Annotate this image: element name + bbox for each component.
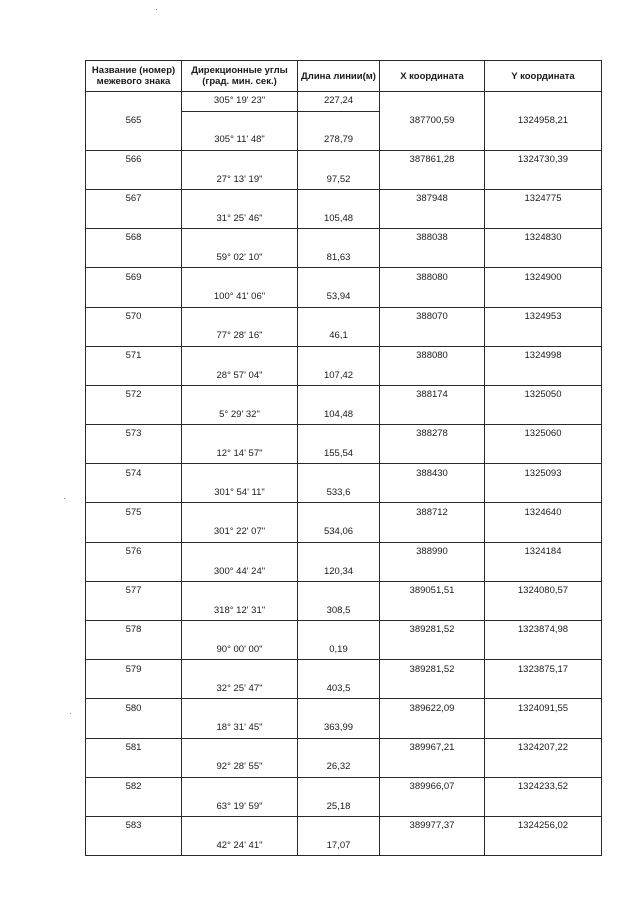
- empty-cell: [182, 150, 298, 170]
- empty-cell: [86, 405, 182, 425]
- empty-cell: [380, 523, 485, 543]
- header-line-length: Длина линии(м): [298, 61, 380, 92]
- empty-cell: [182, 621, 298, 641]
- y-coordinate-cell: 1323875,17: [485, 660, 602, 680]
- empty-cell: [380, 366, 485, 386]
- empty-cell: [298, 189, 380, 209]
- empty-cell: [298, 738, 380, 758]
- empty-cell: [380, 170, 485, 190]
- line-length-cell: 363,99: [298, 719, 380, 739]
- empty-cell: [298, 816, 380, 836]
- mark-name-cell: 574: [86, 464, 182, 484]
- segment-row: [86, 405, 602, 425]
- y-coordinate-cell: 1324775: [485, 189, 602, 209]
- empty-cell: [182, 268, 298, 288]
- x-coordinate-cell: 388174: [380, 385, 485, 405]
- line-length-cell: 26,32: [298, 758, 380, 778]
- x-coordinate-cell: 388278: [380, 425, 485, 445]
- x-coordinate-cell: 388990: [380, 542, 485, 562]
- x-coordinate-cell: 388430: [380, 464, 485, 484]
- empty-cell: [86, 601, 182, 621]
- empty-cell: [86, 366, 182, 386]
- line-length-cell: 105,48: [298, 209, 380, 229]
- direction-angle-cell: 42° 24' 41": [182, 836, 298, 856]
- empty-cell: [182, 111, 298, 131]
- empty-cell: [298, 111, 380, 131]
- line-length-cell: 227,24: [298, 92, 380, 112]
- direction-angle-cell: 318° 12' 31": [182, 601, 298, 621]
- line-length-cell: 17,07: [298, 836, 380, 856]
- empty-cell: [298, 581, 380, 601]
- header-mark-name: Название (номер) межевого знака: [86, 61, 182, 92]
- segment-row: [86, 836, 602, 856]
- empty-cell: [298, 229, 380, 249]
- segment-row: [86, 287, 602, 307]
- empty-cell: [485, 483, 602, 503]
- empty-cell: [86, 679, 182, 699]
- mark-row: [86, 385, 602, 405]
- empty-cell: [485, 444, 602, 464]
- line-length-cell: 97,52: [298, 170, 380, 190]
- empty-cell: [298, 542, 380, 562]
- empty-cell: [86, 287, 182, 307]
- empty-cell: [298, 699, 380, 719]
- empty-cell: [86, 483, 182, 503]
- empty-cell: [298, 346, 380, 366]
- empty-cell: [485, 836, 602, 856]
- mark-row: [86, 111, 602, 131]
- empty-cell: [485, 327, 602, 347]
- direction-angle-cell: 31° 25' 46": [182, 209, 298, 229]
- boundary-coordinates-table: [85, 60, 602, 856]
- table-header-row: [86, 61, 602, 92]
- x-coordinate-cell: 388038: [380, 229, 485, 249]
- empty-cell: [485, 562, 602, 582]
- x-coordinate-cell: 387948: [380, 189, 485, 209]
- empty-cell: [380, 327, 485, 347]
- empty-cell: [86, 562, 182, 582]
- y-coordinate-cell: 1324207,22: [485, 738, 602, 758]
- mark-row: [86, 699, 602, 719]
- x-coordinate-cell: 388712: [380, 503, 485, 523]
- y-coordinate-cell: 1325093: [485, 464, 602, 484]
- mark-row: [86, 464, 602, 484]
- direction-angle-cell: 77° 28' 16": [182, 327, 298, 347]
- segment-row: [86, 679, 602, 699]
- direction-angle-cell: 5° 29' 32": [182, 405, 298, 425]
- mark-name-cell: 569: [86, 268, 182, 288]
- empty-cell: [380, 836, 485, 856]
- empty-cell: [182, 229, 298, 249]
- x-coordinate-cell: 389281,52: [380, 660, 485, 680]
- empty-cell: [182, 816, 298, 836]
- empty-cell: [380, 483, 485, 503]
- empty-cell: [298, 425, 380, 445]
- mark-row: [86, 425, 602, 445]
- line-length-cell: 107,42: [298, 366, 380, 386]
- y-coordinate-cell: 1323874,98: [485, 621, 602, 641]
- empty-cell: [182, 581, 298, 601]
- x-coordinate-cell: 389967,21: [380, 738, 485, 758]
- direction-angle-cell: 32° 25' 47": [182, 679, 298, 699]
- empty-cell: [485, 797, 602, 817]
- mark-name-cell: 565: [86, 111, 182, 131]
- line-length-cell: 155,54: [298, 444, 380, 464]
- empty-cell: [485, 92, 602, 112]
- empty-cell: [182, 385, 298, 405]
- line-length-cell: 403,5: [298, 679, 380, 699]
- empty-cell: [298, 660, 380, 680]
- empty-cell: [380, 797, 485, 817]
- mark-name-cell: 576: [86, 542, 182, 562]
- empty-cell: [380, 248, 485, 268]
- mark-name-cell: 582: [86, 777, 182, 797]
- line-length-cell: 81,63: [298, 248, 380, 268]
- y-coordinate-cell: 1324184: [485, 542, 602, 562]
- header-y-coordinate: Y координата: [485, 61, 602, 92]
- empty-cell: [298, 268, 380, 288]
- empty-cell: [182, 425, 298, 445]
- empty-cell: [485, 640, 602, 660]
- mark-row: [86, 150, 602, 170]
- empty-cell: [380, 287, 485, 307]
- empty-cell: [485, 523, 602, 543]
- segment-row: [86, 758, 602, 778]
- direction-angle-cell: 18° 31' 45": [182, 719, 298, 739]
- direction-angle-cell: 305° 19' 23": [182, 92, 298, 112]
- mark-name-cell: 578: [86, 621, 182, 641]
- x-coordinate-cell: 387700,59: [380, 111, 485, 131]
- mark-row: [86, 816, 602, 836]
- empty-cell: [485, 366, 602, 386]
- mark-row: [86, 503, 602, 523]
- empty-cell: [485, 287, 602, 307]
- mark-name-cell: 571: [86, 346, 182, 366]
- scan-speck: [156, 9, 157, 10]
- y-coordinate-cell: 1324830: [485, 229, 602, 249]
- y-coordinate-cell: 1324640: [485, 503, 602, 523]
- empty-cell: [86, 131, 182, 151]
- x-coordinate-cell: 389051,51: [380, 581, 485, 601]
- scan-speck: [70, 713, 71, 714]
- y-coordinate-cell: 1324233,52: [485, 777, 602, 797]
- mark-row: [86, 738, 602, 758]
- empty-cell: [380, 640, 485, 660]
- empty-cell: [380, 719, 485, 739]
- segment-row: [86, 444, 602, 464]
- empty-cell: [86, 92, 182, 112]
- mark-name-cell: 567: [86, 189, 182, 209]
- segment-row: [86, 797, 602, 817]
- empty-cell: [485, 758, 602, 778]
- direction-angle-cell: 63° 19' 59": [182, 797, 298, 817]
- header-direction-angle: Дирекционные углы (град. мин. сек.): [182, 61, 298, 92]
- y-coordinate-cell: 1324256,02: [485, 816, 602, 836]
- empty-cell: [485, 601, 602, 621]
- empty-cell: [298, 464, 380, 484]
- direction-angle-cell: 100° 41' 06": [182, 287, 298, 307]
- mark-row: [86, 268, 602, 288]
- direction-angle-cell: 90° 00' 00": [182, 640, 298, 660]
- line-length-cell: 53,94: [298, 287, 380, 307]
- segment-row: [86, 366, 602, 386]
- segment-row: [86, 131, 602, 151]
- direction-angle-cell: 300° 44' 24": [182, 562, 298, 582]
- mark-row: [86, 346, 602, 366]
- empty-cell: [182, 503, 298, 523]
- empty-cell: [485, 679, 602, 699]
- line-length-cell: 120,34: [298, 562, 380, 582]
- empty-cell: [182, 189, 298, 209]
- empty-cell: [182, 699, 298, 719]
- direction-angle-cell: 301° 22' 07": [182, 523, 298, 543]
- segment-row: [86, 248, 602, 268]
- empty-cell: [86, 444, 182, 464]
- mark-name-cell: 580: [86, 699, 182, 719]
- segment-row: [86, 92, 602, 112]
- empty-cell: [182, 346, 298, 366]
- mark-row: [86, 307, 602, 327]
- x-coordinate-cell: 388080: [380, 268, 485, 288]
- mark-row: [86, 777, 602, 797]
- y-coordinate-cell: 1324091,55: [485, 699, 602, 719]
- empty-cell: [182, 738, 298, 758]
- empty-cell: [182, 660, 298, 680]
- empty-cell: [485, 209, 602, 229]
- empty-cell: [298, 503, 380, 523]
- empty-cell: [86, 836, 182, 856]
- empty-cell: [380, 444, 485, 464]
- mark-name-cell: 577: [86, 581, 182, 601]
- y-coordinate-cell: 1324958,21: [485, 111, 602, 131]
- empty-cell: [86, 327, 182, 347]
- mark-name-cell: 573: [86, 425, 182, 445]
- y-coordinate-cell: 1324080,57: [485, 581, 602, 601]
- line-length-cell: 0,19: [298, 640, 380, 660]
- direction-angle-cell: 12° 14' 57": [182, 444, 298, 464]
- mark-row: [86, 621, 602, 641]
- y-coordinate-cell: 1324953: [485, 307, 602, 327]
- x-coordinate-cell: 387861,28: [380, 150, 485, 170]
- y-coordinate-cell: 1324900: [485, 268, 602, 288]
- x-coordinate-cell: 389622,09: [380, 699, 485, 719]
- segment-row: [86, 601, 602, 621]
- x-coordinate-cell: 388070: [380, 307, 485, 327]
- line-length-cell: 308,5: [298, 601, 380, 621]
- direction-angle-cell: 27° 13' 19": [182, 170, 298, 190]
- empty-cell: [485, 248, 602, 268]
- empty-cell: [485, 131, 602, 151]
- empty-cell: [298, 621, 380, 641]
- x-coordinate-cell: 389966,07: [380, 777, 485, 797]
- y-coordinate-cell: 1325050: [485, 385, 602, 405]
- empty-cell: [485, 170, 602, 190]
- empty-cell: [298, 150, 380, 170]
- empty-cell: [298, 385, 380, 405]
- mark-name-cell: 583: [86, 816, 182, 836]
- mark-row: [86, 581, 602, 601]
- mark-row: [86, 229, 602, 249]
- empty-cell: [182, 777, 298, 797]
- direction-angle-cell: 59° 02' 10": [182, 248, 298, 268]
- mark-row: [86, 660, 602, 680]
- mark-name-cell: 581: [86, 738, 182, 758]
- segment-row: [86, 523, 602, 543]
- empty-cell: [380, 758, 485, 778]
- empty-cell: [298, 777, 380, 797]
- mark-name-cell: 575: [86, 503, 182, 523]
- empty-cell: [86, 797, 182, 817]
- mark-row: [86, 189, 602, 209]
- empty-cell: [182, 307, 298, 327]
- direction-angle-cell: 301° 54' 11": [182, 483, 298, 503]
- mark-name-cell: 568: [86, 229, 182, 249]
- segment-row: [86, 170, 602, 190]
- y-coordinate-cell: 1324998: [485, 346, 602, 366]
- direction-angle-cell: 92° 28' 55": [182, 758, 298, 778]
- segment-row: [86, 719, 602, 739]
- line-length-cell: 533,6: [298, 483, 380, 503]
- empty-cell: [86, 640, 182, 660]
- empty-cell: [380, 131, 485, 151]
- mark-name-cell: 570: [86, 307, 182, 327]
- empty-cell: [182, 464, 298, 484]
- empty-cell: [86, 523, 182, 543]
- empty-cell: [380, 601, 485, 621]
- header-x-coordinate: X координата: [380, 61, 485, 92]
- empty-cell: [380, 92, 485, 112]
- mark-name-cell: 572: [86, 385, 182, 405]
- empty-cell: [380, 209, 485, 229]
- segment-row: [86, 640, 602, 660]
- empty-cell: [380, 562, 485, 582]
- empty-cell: [86, 209, 182, 229]
- mark-name-cell: 579: [86, 660, 182, 680]
- empty-cell: [86, 719, 182, 739]
- x-coordinate-cell: 389281,52: [380, 621, 485, 641]
- segment-row: [86, 483, 602, 503]
- segment-row: [86, 327, 602, 347]
- y-coordinate-cell: 1325060: [485, 425, 602, 445]
- direction-angle-cell: 28° 57' 04": [182, 366, 298, 386]
- empty-cell: [298, 307, 380, 327]
- empty-cell: [485, 719, 602, 739]
- line-length-cell: 104,48: [298, 405, 380, 425]
- y-coordinate-cell: 1324730,39: [485, 150, 602, 170]
- x-coordinate-cell: 389977,37: [380, 816, 485, 836]
- empty-cell: [380, 405, 485, 425]
- x-coordinate-cell: 388080: [380, 346, 485, 366]
- empty-cell: [86, 248, 182, 268]
- document-page: [85, 60, 601, 856]
- line-length-cell: 25,18: [298, 797, 380, 817]
- empty-cell: [182, 542, 298, 562]
- segment-row: [86, 209, 602, 229]
- empty-cell: [380, 679, 485, 699]
- line-length-cell: 534,06: [298, 523, 380, 543]
- empty-cell: [86, 170, 182, 190]
- scan-speck: [64, 498, 65, 499]
- empty-cell: [485, 405, 602, 425]
- empty-cell: [86, 758, 182, 778]
- line-length-cell: 278,79: [298, 131, 380, 151]
- line-length-cell: 46,1: [298, 327, 380, 347]
- direction-angle-cell: 305° 11' 48": [182, 131, 298, 151]
- mark-name-cell: 566: [86, 150, 182, 170]
- segment-row: [86, 562, 602, 582]
- mark-row: [86, 542, 602, 562]
- table-body: [86, 92, 602, 856]
